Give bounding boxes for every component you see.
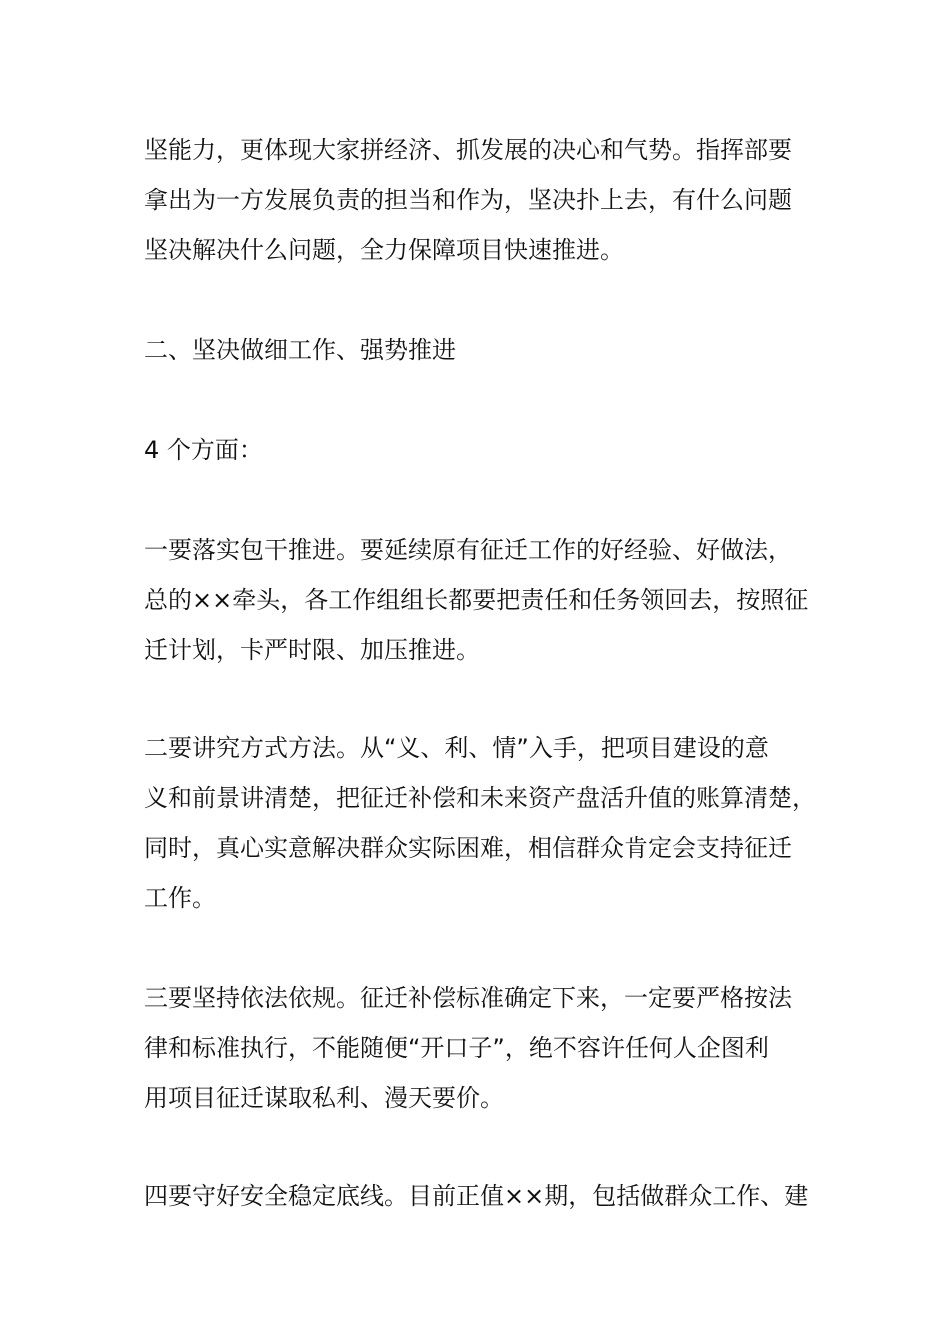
text-line: 坚决解决什么问题，全力保障项目快速推进。: [144, 236, 624, 264]
text-line: 二、坚决做细工作、强势推进: [144, 336, 456, 364]
section-heading: [144, 325, 844, 375]
text-line: 工作。: [144, 884, 216, 912]
text-line: 拿出为一方发展负责的担当和作为，坚决扑上去，有什么问题: [144, 186, 792, 214]
text-line: 义和前景讲清楚，把征迁补偿和未来资产盘活升值的账算清楚，: [144, 784, 816, 812]
text-line: 二要讲究方式方法。从“义、利、情”入手，把项目建设的意: [144, 734, 769, 762]
text-line: 迁计划，卡严时限、加压推进。: [144, 636, 480, 664]
text-line: 四要守好安全稳定底线。目前正值××期，包括做群众工作、建: [144, 1182, 809, 1210]
paragraph-continuation: [144, 125, 844, 275]
text-line: 4 个方面：: [144, 436, 263, 464]
text-line: 一要落实包干推进。要延续原有征迁工作的好经验、好做法，: [144, 536, 792, 564]
paragraph-point-3: [144, 973, 844, 1123]
text-line: 律和标准执行，不能随便“开口子”，绝不容许任何人企图利: [144, 1034, 769, 1062]
paragraph-point-1: [144, 525, 844, 675]
paragraph-point-4: [144, 1171, 844, 1221]
text-line: 坚能力，更体现大家拼经济、抓发展的决心和气势。指挥部要: [144, 136, 792, 164]
text-line: 总的××牵头，各工作组组长都要把责任和任务领回去，按照征: [144, 586, 809, 614]
text-line: 三要坚持依法依规。征迁补偿标准确定下来，一定要严格按法: [144, 984, 792, 1012]
section-intro: [144, 425, 844, 475]
text-line: 用项目征迁谋取私利、漫天要价。: [144, 1084, 504, 1112]
text-line: 同时，真心实意解决群众实际困难，相信群众肯定会支持征迁: [144, 834, 792, 862]
paragraph-point-2: [144, 723, 844, 923]
